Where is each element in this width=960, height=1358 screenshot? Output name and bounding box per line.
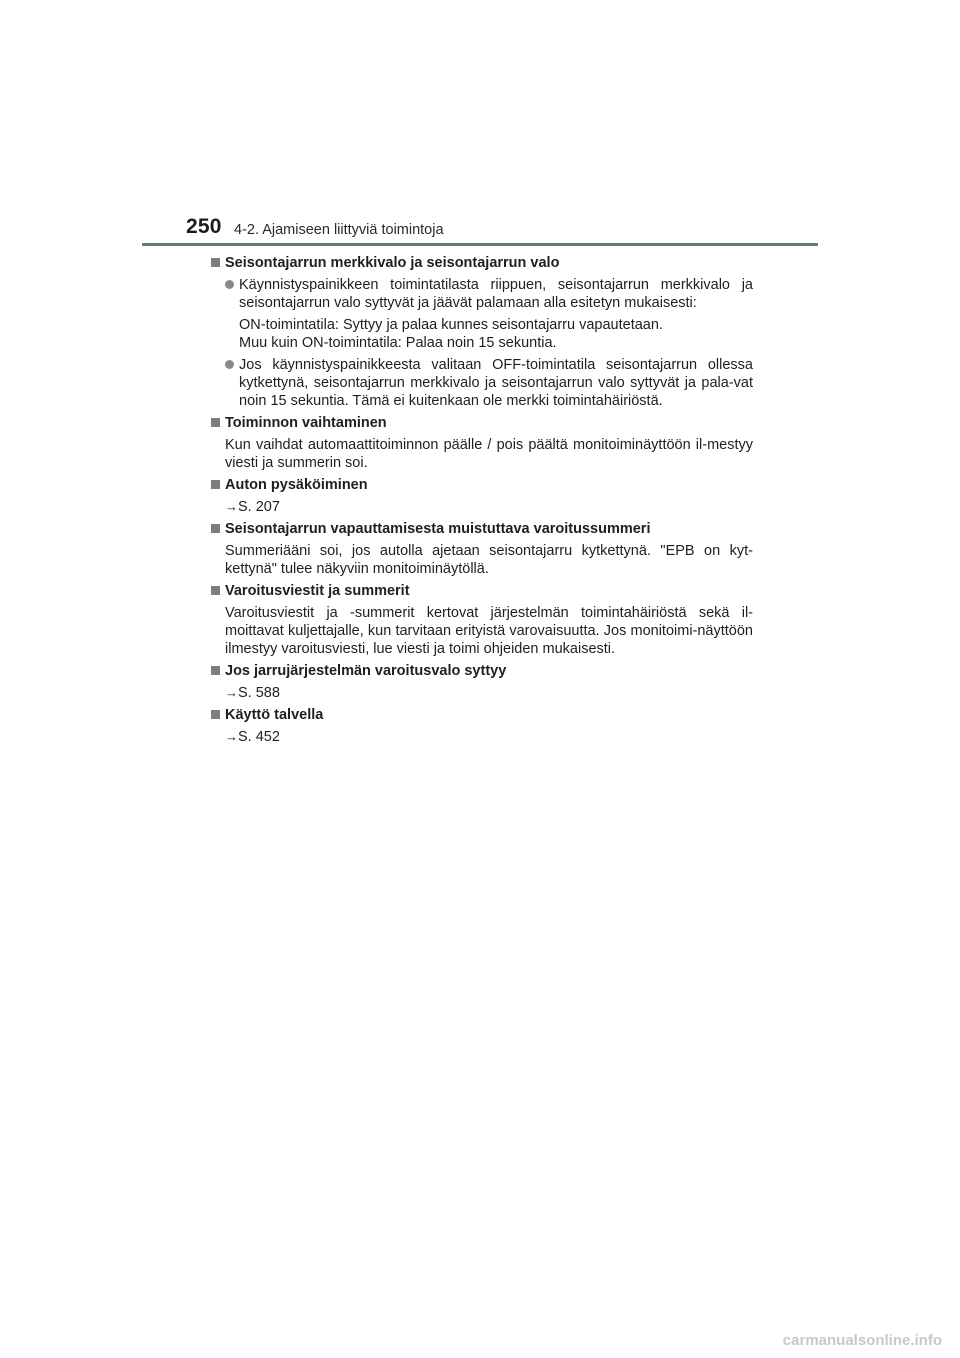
mode-line-on: ON-toimintatila: Syttyy ja palaa kunnes seisontajarru vapautetaan. (239, 317, 663, 333)
square-bullet-icon (211, 586, 220, 595)
arrow-right-icon: → (225, 499, 238, 514)
bullet-item (225, 356, 753, 410)
chapter-title: 4-2. Ajamiseen liittyviä toimintoja (234, 222, 444, 238)
arrow-right-icon: → (225, 685, 238, 700)
section-title: Käyttö talvella (225, 707, 324, 723)
bullet-text: Käynnistyspainikkeen toimintatilasta riippuen, seisontajarrun merkkivalo ja seisontajarrun valo syttyvät ja jäävät palamaan alla esitetyn mukaisesti: (239, 277, 753, 311)
arrow-right-icon: → (225, 729, 238, 744)
section-heading (208, 476, 753, 494)
page-reference[interactable] (225, 498, 753, 516)
section-title: Seisontajarrun vapauttamisesta muistuttava varoitussummeri (225, 521, 651, 537)
site-watermark: carmanualsonline.info (782, 1332, 942, 1349)
square-bullet-icon (211, 418, 220, 427)
section-parking (208, 476, 753, 516)
square-bullet-icon (211, 524, 220, 533)
square-bullet-icon (211, 666, 220, 675)
section-winter-use (208, 706, 753, 746)
page-header (0, 0, 960, 250)
reference-text: S. 207 (238, 499, 280, 515)
section-title: Varoitusviestit ja summerit (225, 583, 410, 599)
section-warning-messages (208, 582, 753, 658)
page-number: 250 (186, 215, 222, 238)
section-title: Seisontajarrun merkkivalo ja seisontajarrun valo (225, 255, 560, 271)
square-bullet-icon (211, 710, 220, 719)
page-reference[interactable] (225, 728, 753, 746)
bullet-item (225, 276, 753, 312)
section-release-reminder-buzzer (208, 520, 753, 578)
mode-details (239, 316, 753, 352)
page-content (208, 254, 753, 746)
section-heading (208, 414, 753, 432)
section-title: Jos jarrujärjestelmän varoitusvalo syttyy (225, 663, 507, 679)
square-bullet-icon (211, 258, 220, 267)
section-title: Auton pysäköiminen (225, 477, 368, 493)
mode-line-other: Muu kuin ON-toimintatila: Palaa noin 15 sekuntia. (239, 335, 557, 351)
section-parking-brake-lights (208, 254, 753, 410)
section-text: Kun vaihdat automaattitoiminnon päälle / pois päältä monitoiminäyttöön il-mestyy viesti ja summerin soi. (225, 437, 753, 471)
section-heading (208, 520, 753, 538)
section-title: Toiminnon vaihtaminen (225, 415, 387, 431)
square-bullet-icon (211, 480, 220, 489)
section-text: Varoitusviestit ja -summerit kertovat järjestelmän toimintahäiriöstä sekä il-moittavat kuljettajalle, kun tarvitaan erityistä varovaisuutta. Jos monitoimi-näyttöön ilmestyy varoitusviesti, lue viesti ja toimi ohjeiden mukaisesti. (225, 605, 753, 657)
section-function-switch (208, 414, 753, 472)
round-bullet-icon (225, 280, 234, 289)
page-reference[interactable] (225, 684, 753, 702)
section-heading (208, 706, 753, 724)
bullet-text: Jos käynnistyspainikkeesta valitaan OFF-toimintatila seisontajarrun ollessa kytkettynä, seisontajarrun merkkivalo ja seisontajarrun valo syttyvät ja pala-vat noin 15 sekuntia. Tämä ei kuitenkaan ole merkki toimintahäiriöstä. (239, 357, 753, 409)
header-divider (142, 243, 818, 246)
section-brake-warning-light (208, 662, 753, 702)
section-text: Summeriääni soi, jos autolla ajetaan seisontajarru kytkettynä. "EPB on kyt-kettynä" tulee näkyviin monitoiminäytöllä. (225, 543, 753, 577)
section-heading (208, 662, 753, 680)
reference-text: S. 452 (238, 729, 280, 745)
reference-text: S. 588 (238, 685, 280, 701)
section-heading (208, 254, 753, 272)
section-heading (208, 582, 753, 600)
round-bullet-icon (225, 360, 234, 369)
